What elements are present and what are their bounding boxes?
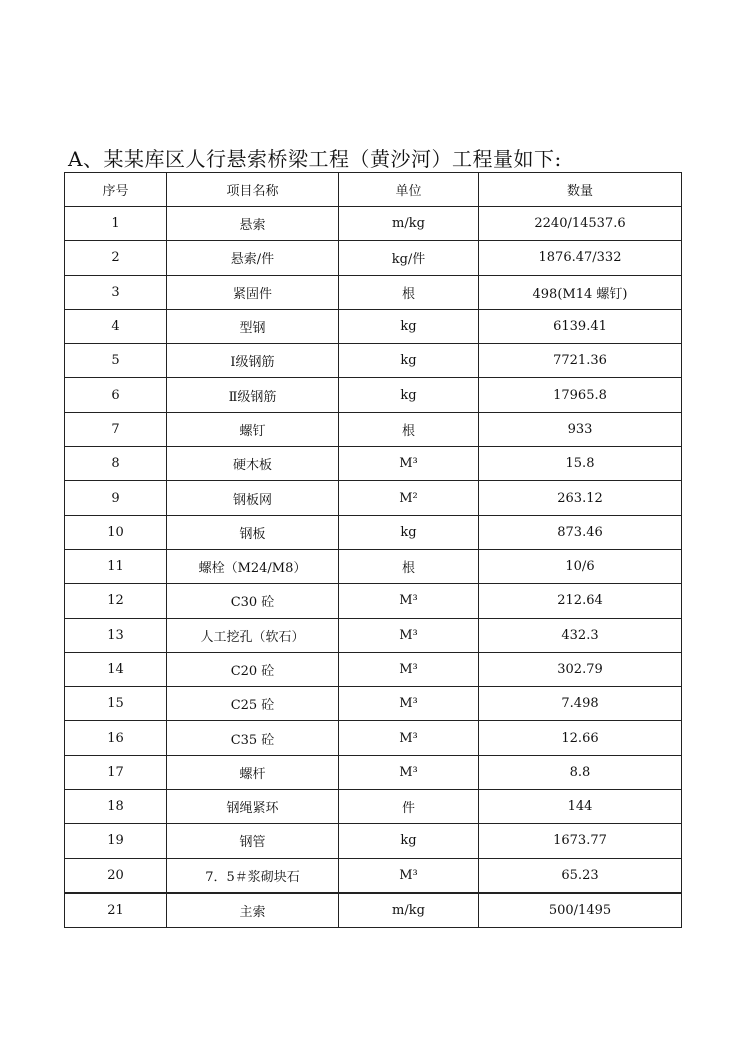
cell-no: 14 — [65, 652, 167, 686]
cell-name: 主索 — [167, 893, 339, 928]
table-row — [65, 618, 682, 652]
cell-no: 5 — [65, 344, 167, 378]
cell-unit: kg — [339, 515, 479, 549]
cell-qty: 263.12 — [479, 481, 682, 515]
cell-name: 螺钉 — [167, 412, 339, 446]
cell-qty: 15.8 — [479, 447, 682, 481]
cell-qty: 144 — [479, 790, 682, 824]
cell-name: C30 砼 — [167, 584, 339, 618]
cell-no: 7 — [65, 412, 167, 446]
table-row — [65, 652, 682, 686]
header-qty: 数量 — [479, 173, 682, 207]
cell-unit: kg — [339, 824, 479, 858]
table-row — [65, 893, 682, 928]
table-row — [65, 549, 682, 583]
cell-qty: 1673.77 — [479, 824, 682, 858]
cell-name: 型钢 — [167, 309, 339, 343]
cell-name: 悬索 — [167, 207, 339, 241]
cell-unit: m/kg — [339, 893, 479, 928]
cell-qty: 432.3 — [479, 618, 682, 652]
cell-unit: M³ — [339, 618, 479, 652]
cell-no: 6 — [65, 378, 167, 412]
table-row — [65, 378, 682, 412]
cell-qty: 212.64 — [479, 584, 682, 618]
cell-no: 20 — [65, 858, 167, 893]
table-row — [65, 412, 682, 446]
cell-qty: 302.79 — [479, 652, 682, 686]
cell-unit: M² — [339, 481, 479, 515]
cell-no: 2 — [65, 241, 167, 275]
table-row — [65, 309, 682, 343]
quantity-table — [64, 172, 682, 928]
cell-name: 钢板网 — [167, 481, 339, 515]
cell-unit: kg — [339, 378, 479, 412]
table-row — [65, 721, 682, 755]
cell-no: 21 — [65, 893, 167, 928]
cell-unit: kg — [339, 344, 479, 378]
table-header-row — [65, 173, 682, 207]
cell-name: 钢管 — [167, 824, 339, 858]
cell-unit: 根 — [339, 412, 479, 446]
table-body — [65, 207, 682, 928]
cell-qty: 65.23 — [479, 858, 682, 893]
cell-name: 紧固件 — [167, 275, 339, 309]
table-row — [65, 275, 682, 309]
table-row — [65, 207, 682, 241]
cell-qty: 933 — [479, 412, 682, 446]
table-row — [65, 481, 682, 515]
cell-unit: M³ — [339, 584, 479, 618]
table-row — [65, 824, 682, 858]
cell-no: 4 — [65, 309, 167, 343]
cell-qty: 8.8 — [479, 755, 682, 789]
document-title: A、某某库区人行悬索桥梁工程（黄沙河）工程量如下: — [68, 147, 562, 171]
cell-name: C20 砼 — [167, 652, 339, 686]
cell-no: 11 — [65, 549, 167, 583]
table-row — [65, 755, 682, 789]
cell-qty: 1876.47/332 — [479, 241, 682, 275]
cell-qty: 6139.41 — [479, 309, 682, 343]
cell-unit: 件 — [339, 790, 479, 824]
cell-unit: M³ — [339, 721, 479, 755]
cell-no: 13 — [65, 618, 167, 652]
cell-unit: M³ — [339, 652, 479, 686]
cell-unit: M³ — [339, 447, 479, 481]
quantity-table-container — [64, 172, 681, 928]
cell-qty: 12.66 — [479, 721, 682, 755]
cell-name: 螺杆 — [167, 755, 339, 789]
table-row — [65, 858, 682, 893]
cell-qty: 17965.8 — [479, 378, 682, 412]
header-unit: 单位 — [339, 173, 479, 207]
cell-qty: 873.46 — [479, 515, 682, 549]
cell-qty: 2240/14537.6 — [479, 207, 682, 241]
cell-name: 悬索/件 — [167, 241, 339, 275]
table-row — [65, 687, 682, 721]
cell-unit: M³ — [339, 687, 479, 721]
cell-name: 螺栓（M24/M8） — [167, 549, 339, 583]
cell-qty: 10/6 — [479, 549, 682, 583]
cell-unit: m/kg — [339, 207, 479, 241]
table-row — [65, 241, 682, 275]
cell-unit: M³ — [339, 858, 479, 893]
cell-name: 钢绳紧环 — [167, 790, 339, 824]
table-row — [65, 515, 682, 549]
cell-no: 8 — [65, 447, 167, 481]
cell-no: 12 — [65, 584, 167, 618]
cell-name: 人工挖孔（软石） — [167, 618, 339, 652]
cell-name: C35 砼 — [167, 721, 339, 755]
cell-name: 7．5＃浆砌块石 — [167, 858, 339, 893]
cell-unit: 根 — [339, 275, 479, 309]
header-name: 项目名称 — [167, 173, 339, 207]
cell-no: 16 — [65, 721, 167, 755]
cell-name: Ⅰ级钢筋 — [167, 344, 339, 378]
cell-no: 10 — [65, 515, 167, 549]
cell-name: 硬木板 — [167, 447, 339, 481]
cell-no: 3 — [65, 275, 167, 309]
table-row — [65, 790, 682, 824]
cell-no: 18 — [65, 790, 167, 824]
cell-name: Ⅱ级钢筋 — [167, 378, 339, 412]
table-row — [65, 344, 682, 378]
cell-qty: 7.498 — [479, 687, 682, 721]
table-row — [65, 584, 682, 618]
cell-qty: 7721.36 — [479, 344, 682, 378]
cell-qty: 498(M14 螺钉) — [479, 275, 682, 309]
cell-name: 钢板 — [167, 515, 339, 549]
cell-unit: M³ — [339, 755, 479, 789]
cell-unit: kg — [339, 309, 479, 343]
cell-no: 9 — [65, 481, 167, 515]
cell-name: C25 砼 — [167, 687, 339, 721]
table-row — [65, 447, 682, 481]
cell-unit: 根 — [339, 549, 479, 583]
cell-no: 19 — [65, 824, 167, 858]
cell-no: 1 — [65, 207, 167, 241]
cell-qty: 500/1495 — [479, 893, 682, 928]
cell-no: 17 — [65, 755, 167, 789]
cell-no: 15 — [65, 687, 167, 721]
header-no: 序号 — [65, 173, 167, 207]
cell-unit: kg/件 — [339, 241, 479, 275]
